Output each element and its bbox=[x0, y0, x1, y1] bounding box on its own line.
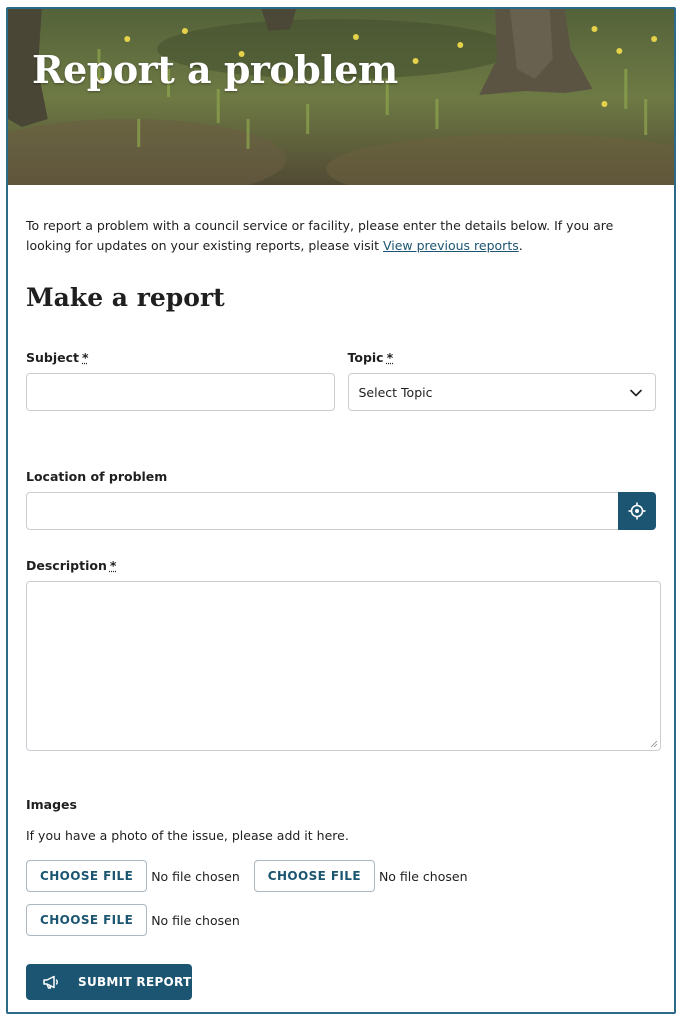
intro-suffix: . bbox=[518, 238, 523, 253]
topic-select[interactable] bbox=[348, 373, 657, 411]
file-input-3 bbox=[26, 904, 240, 936]
topic-label-text: Topic bbox=[347, 350, 384, 365]
crosshair-icon bbox=[628, 502, 646, 520]
form-content bbox=[8, 216, 674, 1000]
required-marker: * bbox=[109, 558, 117, 573]
topic-field-group bbox=[348, 350, 657, 411]
description-label bbox=[26, 558, 656, 573]
megaphone-icon bbox=[42, 974, 60, 990]
report-problem-page bbox=[6, 7, 676, 1014]
choose-file-button[interactable]: CHOOSE FILE bbox=[26, 904, 147, 936]
view-previous-reports-link[interactable]: View previous reports bbox=[382, 238, 519, 253]
intro-body: To report a problem with a council service or facility, please enter the details below. If you are looking for updates on your existing reports, please visit bbox=[26, 218, 614, 253]
chevron-down-icon bbox=[629, 386, 643, 400]
resize-handle-icon[interactable] bbox=[650, 740, 658, 748]
required-marker: * bbox=[82, 350, 89, 365]
images-help-text: If you have a photo of the issue, please add it here. bbox=[26, 828, 349, 843]
submit-report-button[interactable] bbox=[26, 964, 192, 1000]
file-input-1 bbox=[26, 860, 240, 892]
file-row bbox=[26, 904, 656, 936]
file-row bbox=[26, 860, 656, 892]
choose-file-button[interactable]: CHOOSE FILE bbox=[254, 860, 375, 892]
images-field-group bbox=[26, 797, 656, 936]
subject-label bbox=[26, 350, 335, 365]
location-input-row bbox=[26, 492, 656, 530]
subject-field-group bbox=[26, 350, 335, 411]
subject-topic-row bbox=[26, 350, 656, 411]
use-my-location-button[interactable] bbox=[618, 492, 656, 530]
subject-label-text: Subject bbox=[26, 350, 79, 365]
choose-file-button[interactable]: CHOOSE FILE bbox=[26, 860, 147, 892]
location-input[interactable] bbox=[26, 492, 618, 530]
file-inputs bbox=[26, 860, 656, 936]
images-label: Images bbox=[26, 797, 77, 812]
submit-report-label: SUBMIT REPORT bbox=[78, 975, 192, 989]
page-title: Report a problem bbox=[32, 47, 398, 92]
subject-input[interactable] bbox=[26, 373, 335, 411]
hero-banner bbox=[8, 9, 674, 185]
file-status: No file chosen bbox=[378, 868, 468, 884]
required-marker: * bbox=[386, 350, 394, 365]
location-label: Location of problem bbox=[26, 469, 168, 484]
description-textarea[interactable] bbox=[26, 581, 661, 751]
hero-background-image bbox=[8, 9, 674, 185]
description-label-text: Description bbox=[26, 558, 107, 573]
file-input-2 bbox=[254, 860, 468, 892]
file-status: No file chosen bbox=[151, 868, 240, 884]
intro-text bbox=[26, 216, 660, 256]
location-field-group bbox=[26, 469, 656, 530]
description-field-group bbox=[26, 558, 656, 751]
topic-label bbox=[348, 350, 657, 365]
file-status: No file chosen bbox=[151, 912, 240, 928]
topic-selected-value: Select Topic bbox=[358, 384, 433, 400]
section-title: Make a report bbox=[26, 283, 225, 312]
